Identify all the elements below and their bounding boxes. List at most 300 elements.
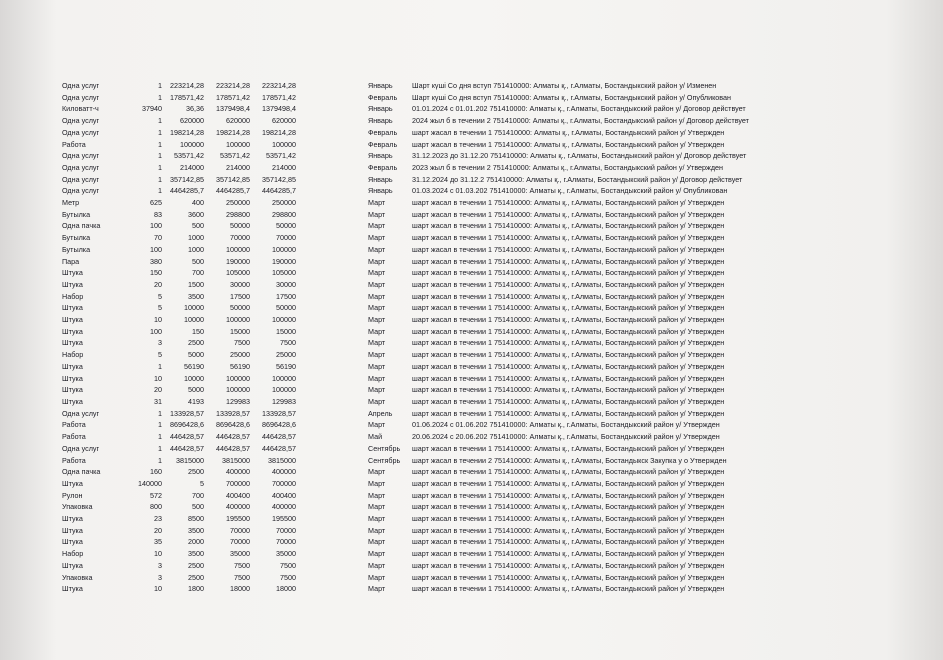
right-table-cell-desc: шарт жасал в течении 1 751410000: Алматы қ., г.Алматы, Бостандыкский район у/ Утвержден bbox=[412, 127, 725, 137]
left-table-cell-unit: Штука bbox=[62, 560, 83, 570]
left-data-table bbox=[62, 80, 296, 595]
right-table-row bbox=[368, 314, 782, 326]
left-table-cell-sum2: 8696428,6 bbox=[262, 420, 296, 430]
left-table-cell-sum1: 17500 bbox=[229, 291, 250, 301]
right-table-cell-month: Март bbox=[368, 572, 386, 582]
left-table-row bbox=[62, 150, 296, 162]
left-table-cell-qty: 5 bbox=[157, 350, 162, 360]
left-table-row bbox=[62, 139, 296, 151]
left-table-cell-price: 2500 bbox=[187, 338, 204, 348]
right-table-cell-desc: шарт жасал в течении 1 751410000: Алматы қ., г.Алматы, Бостандыкский район у/ Утвержден bbox=[412, 244, 725, 254]
right-table-cell-month: Март bbox=[368, 303, 386, 313]
right-table-row bbox=[368, 431, 782, 443]
right-table-row bbox=[368, 115, 782, 127]
left-table-row bbox=[62, 536, 296, 548]
left-table-cell-price: 4193 bbox=[187, 396, 204, 406]
left-table-cell-sum1: 223214,28 bbox=[216, 81, 250, 90]
right-table-row bbox=[368, 490, 782, 502]
left-table-cell-price: 5000 bbox=[187, 385, 204, 395]
left-table-row bbox=[62, 560, 296, 572]
left-table-cell-sum2: 50000 bbox=[275, 221, 296, 231]
left-table-cell-sum2: 100000 bbox=[272, 385, 296, 395]
right-table-cell-month: Март bbox=[368, 525, 386, 535]
left-table-row bbox=[62, 115, 296, 127]
left-table-cell-unit: Штука bbox=[62, 525, 83, 535]
left-table-cell-unit: Упаковка bbox=[62, 572, 93, 582]
right-table-cell-desc: шарт жасал в течении 1 751410000: Алматы қ., г.Алматы, Бостандыкский район у/ Утвержден bbox=[412, 443, 725, 453]
left-table-cell-sum1: 50000 bbox=[229, 221, 250, 231]
left-table-cell-qty: 380 bbox=[149, 256, 162, 266]
left-table-cell-sum1: 4464285,7 bbox=[216, 186, 250, 196]
left-table-cell-sum2: 133928,57 bbox=[262, 408, 296, 418]
left-table-cell-unit: Штука bbox=[62, 361, 83, 371]
left-table-cell-price: 500 bbox=[191, 221, 204, 231]
left-table-cell-sum2: 700000 bbox=[272, 478, 296, 488]
left-table-cell-qty: 1 bbox=[157, 116, 162, 126]
right-table-cell-desc: шарт жасал в течении 1 751410000: Алматы қ., г.Алматы, Бостандыкский район у/ Утвержден bbox=[412, 467, 725, 477]
left-table-cell-sum2: 7500 bbox=[279, 560, 296, 570]
right-table-cell-month: Март bbox=[368, 560, 386, 570]
left-table-cell-unit: Пара bbox=[62, 256, 80, 266]
left-table-row bbox=[62, 244, 296, 256]
left-table-cell-sum1: 446428,57 bbox=[216, 432, 250, 442]
left-table-cell-price: 3500 bbox=[187, 525, 204, 535]
left-table-cell-sum1: 198214,28 bbox=[216, 127, 250, 137]
right-table-row bbox=[368, 232, 782, 244]
left-table-row bbox=[62, 209, 296, 221]
left-table-cell-qty: 10 bbox=[153, 315, 162, 325]
right-table-cell-month: Февраль bbox=[368, 139, 398, 149]
right-table-row bbox=[368, 92, 782, 104]
left-table-row bbox=[62, 279, 296, 291]
left-table-cell-sum2: 3815000 bbox=[268, 455, 296, 465]
left-table-cell-price: 53571,42 bbox=[174, 151, 204, 161]
right-table-cell-desc: 2023 жыл б в течении 2 751410000: Алматы қ., г.Алматы, Бостандыкский район у/ Утвержден bbox=[412, 162, 724, 172]
right-table-cell-desc: шарт жасал в течении 1 751410000: Алматы қ., г.Алматы, Бостандыкский район у/ Утвержден bbox=[412, 572, 725, 582]
left-table-cell-unit: Штука bbox=[62, 396, 83, 406]
right-table-row bbox=[368, 501, 782, 513]
left-table-cell-sum2: 214000 bbox=[272, 162, 296, 172]
right-table-row bbox=[368, 536, 782, 548]
right-table-cell-desc: шарт жасал в течении 1 751410000: Алматы қ., г.Алматы, Бостандыкский район у/ Утвержден bbox=[412, 537, 725, 547]
left-table-cell-qty: 100 bbox=[149, 326, 162, 336]
left-table-cell-unit: Работа bbox=[62, 455, 86, 465]
left-table-cell-qty: 5 bbox=[157, 303, 162, 313]
left-table-row bbox=[62, 384, 296, 396]
right-table-row bbox=[368, 291, 782, 303]
left-table-row bbox=[62, 373, 296, 385]
right-table-cell-month: Январь bbox=[368, 186, 393, 196]
right-table-cell-desc: шарт жасал в течении 1 751410000: Алматы қ., г.Алматы, Бостандыкский район у/ Утвержден bbox=[412, 209, 725, 219]
left-table-cell-price: 400 bbox=[191, 198, 204, 208]
left-table-cell-sum1: 214000 bbox=[226, 162, 250, 172]
right-table-row bbox=[368, 349, 782, 361]
right-table-cell-month: Март bbox=[368, 350, 386, 360]
left-table-cell-unit: Штука bbox=[62, 338, 83, 348]
left-table-cell-unit: Одна услуг bbox=[62, 408, 100, 418]
left-table-cell-sum2: 250000 bbox=[272, 198, 296, 208]
left-table-row bbox=[62, 548, 296, 560]
left-table-cell-sum1: 195500 bbox=[226, 514, 250, 524]
left-table-cell-unit: Работа bbox=[62, 139, 86, 149]
right-table-row bbox=[368, 466, 782, 478]
left-table-cell-sum1: 250000 bbox=[226, 198, 250, 208]
right-table-row bbox=[368, 455, 782, 467]
left-table-cell-unit: Штука bbox=[62, 279, 83, 289]
left-table-row bbox=[62, 185, 296, 197]
right-table-row bbox=[368, 220, 782, 232]
left-table-cell-sum2: 105000 bbox=[272, 268, 296, 278]
left-table-cell-sum2: 223214,28 bbox=[262, 81, 296, 90]
right-table-row bbox=[368, 443, 782, 455]
right-data-table bbox=[368, 80, 782, 595]
left-table-cell-price: 2500 bbox=[187, 560, 204, 570]
left-table-row bbox=[62, 326, 296, 338]
left-table-row bbox=[62, 162, 296, 174]
left-table-cell-price: 357142,85 bbox=[170, 174, 204, 184]
left-table-cell-qty: 3 bbox=[157, 560, 162, 570]
left-table-cell-sum1: 400000 bbox=[226, 502, 250, 512]
left-table-cell-sum1: 100000 bbox=[226, 244, 250, 254]
right-table-cell-desc: шарт жасал в течении 1 751410000: Алматы қ., г.Алматы, Бостандыкский район у/ Утвержден bbox=[412, 525, 725, 535]
left-table-cell-sum1: 100000 bbox=[226, 315, 250, 325]
left-table-cell-qty: 35 bbox=[153, 537, 162, 547]
right-table-cell-desc: шарт жасал в течении 1 751410000: Алматы қ., г.Алматы, Бостандыкский район у/ Утвержден bbox=[412, 514, 725, 524]
left-table-row bbox=[62, 443, 296, 455]
left-table-cell-qty: 100 bbox=[149, 221, 162, 231]
right-table-cell-desc: Шарт күші Со дня вступ 751410000: Алматы қ., г.Алматы, Бостандыкский район у/ Изменен bbox=[412, 81, 717, 90]
left-table-cell-sum1: 53571,42 bbox=[220, 151, 250, 161]
left-table-cell-unit: Штука bbox=[62, 373, 83, 383]
left-table-cell-price: 223214,28 bbox=[170, 81, 204, 90]
left-table-cell-price: 36,36 bbox=[185, 104, 204, 114]
left-table-cell-price: 1000 bbox=[187, 244, 204, 254]
left-table-cell-sum1: 25000 bbox=[229, 350, 250, 360]
left-table-cell-unit: Штука bbox=[62, 326, 83, 336]
left-table-cell-unit: Штука bbox=[62, 315, 83, 325]
left-table-cell-sum2: 198214,28 bbox=[262, 127, 296, 137]
right-table-row bbox=[368, 513, 782, 525]
right-table-cell-desc: шарт жасал в течении 1 751410000: Алматы қ., г.Алматы, Бостандыкский район у/ Утвержден bbox=[412, 233, 725, 243]
left-table-cell-price: 133928,57 bbox=[170, 408, 204, 418]
left-table-cell-sum1: 129983 bbox=[226, 396, 250, 406]
right-table-cell-desc: шарт жасал в течении 1 751410000: Алматы қ., г.Алматы, Бостандыкский район у/ Утвержден bbox=[412, 256, 725, 266]
right-table-cell-desc: шарт жасал в течении 1 751410000: Алматы қ., г.Алматы, Бостандыкский район у/ Утвержден bbox=[412, 315, 725, 325]
right-table-row bbox=[368, 267, 782, 279]
left-table-cell-sum1: 70000 bbox=[229, 525, 250, 535]
left-table-row bbox=[62, 525, 296, 537]
right-table-row bbox=[368, 419, 782, 431]
left-table-cell-price: 700 bbox=[191, 268, 204, 278]
left-table-cell-unit: Метр bbox=[62, 198, 80, 208]
right-table-cell-desc: шарт жасал в течении 1 751410000: Алматы қ., г.Алматы, Бостандыкский район у/ Утвержден bbox=[412, 478, 725, 488]
right-table-cell-month: Март bbox=[368, 338, 386, 348]
right-table-cell-month: Март bbox=[368, 244, 386, 254]
right-table-cell-desc: 31.12.2023 до 31.12.20 751410000: Алматы қ., г.Алматы, Бостандыкский район у/ Договор действует bbox=[412, 151, 747, 161]
left-table-cell-qty: 1 bbox=[157, 127, 162, 137]
right-table-row bbox=[368, 103, 782, 115]
right-table-cell-desc: 31.12.2024 до 31.12.2 751410000: Алматы қ., г.Алматы, Бостандыкский район у/ Договор действует bbox=[412, 174, 743, 184]
left-table-cell-sum2: 30000 bbox=[275, 279, 296, 289]
left-table-cell-unit: Одна услуг bbox=[62, 92, 100, 102]
left-table-cell-unit: Набор bbox=[62, 350, 84, 360]
left-table-cell-sum1: 70000 bbox=[229, 233, 250, 243]
left-table-cell-qty: 20 bbox=[153, 279, 162, 289]
left-table-cell-qty: 800 bbox=[149, 502, 162, 512]
right-table-cell-month: Март bbox=[368, 291, 386, 301]
right-table-cell-month: Март bbox=[368, 396, 386, 406]
right-table-row bbox=[368, 548, 782, 560]
right-table-row bbox=[368, 139, 782, 151]
left-table-cell-sum2: 25000 bbox=[275, 350, 296, 360]
left-table-cell-price: 3815000 bbox=[176, 455, 204, 465]
left-table-cell-unit: Штука bbox=[62, 385, 83, 395]
right-table-cell-desc: 2024 жыл б в течении 2 751410000: Алматы қ., г.Алматы, Бостандыкский район у/ Договор действует bbox=[412, 116, 749, 126]
left-table-cell-qty: 1 bbox=[157, 408, 162, 418]
right-table-cell-month: Март bbox=[368, 268, 386, 278]
left-table-cell-unit: Одна услуг bbox=[62, 443, 100, 453]
left-table-row bbox=[62, 220, 296, 232]
left-table-cell-sum2: 195500 bbox=[272, 514, 296, 524]
right-table-cell-month: Март bbox=[368, 279, 386, 289]
left-table-cell-price: 5000 bbox=[187, 350, 204, 360]
right-table-cell-desc: шарт жасал в течении 1 751410000: Алматы қ., г.Алматы, Бостандыкский район у/ Утвержден bbox=[412, 396, 725, 406]
left-table-cell-sum1: 3815000 bbox=[222, 455, 250, 465]
left-table-cell-qty: 1 bbox=[157, 162, 162, 172]
right-table-row bbox=[368, 197, 782, 209]
left-table-cell-price: 3500 bbox=[187, 549, 204, 559]
right-table-cell-desc: шарт жасал в течении 1 751410000: Алматы қ., г.Алматы, Бостандыкский район у/ Утвержден bbox=[412, 268, 725, 278]
left-table-cell-price: 10000 bbox=[183, 373, 204, 383]
left-table-cell-qty: 70 bbox=[153, 233, 162, 243]
right-table-cell-month: Март bbox=[368, 478, 386, 488]
left-table-cell-qty: 1 bbox=[157, 455, 162, 465]
left-table-cell-sum1: 133928,57 bbox=[216, 408, 250, 418]
left-table-cell-sum2: 178571,42 bbox=[262, 92, 296, 102]
left-table-cell-qty: 10 bbox=[153, 373, 162, 383]
left-table-cell-sum2: 17500 bbox=[275, 291, 296, 301]
left-table-cell-qty: 1 bbox=[157, 420, 162, 430]
right-table-cell-month: Февраль bbox=[368, 92, 398, 102]
left-table-row bbox=[62, 408, 296, 420]
right-table-row bbox=[368, 279, 782, 291]
left-table-cell-sum1: 620000 bbox=[226, 116, 250, 126]
left-table-cell-price: 178571,42 bbox=[170, 92, 204, 102]
left-table-row bbox=[62, 396, 296, 408]
left-table-row bbox=[62, 302, 296, 314]
left-table-cell-qty: 1 bbox=[157, 174, 162, 184]
left-table-cell-qty: 1 bbox=[157, 432, 162, 442]
left-table-cell-qty: 1 bbox=[157, 81, 162, 90]
left-table-cell-unit: Одна услуг bbox=[62, 151, 100, 161]
left-table-row bbox=[62, 501, 296, 513]
right-table-cell-desc: 20.06.2024 с 20.06.202 751410000: Алматы қ., г.Алматы, Бостандыкский район у/ Утвержден bbox=[412, 432, 720, 442]
left-table-cell-price: 8696428,6 bbox=[170, 420, 204, 430]
right-table-cell-desc: шарт жасал в течении 1 751410000: Алматы қ., г.Алматы, Бостандыкский район у/ Утвержден bbox=[412, 221, 725, 231]
left-table-cell-sum1: 1379498,4 bbox=[216, 104, 250, 114]
left-table-cell-qty: 1 bbox=[157, 186, 162, 196]
left-table-cell-sum2: 100000 bbox=[272, 315, 296, 325]
left-table-cell-sum2: 400000 bbox=[272, 467, 296, 477]
left-table-cell-price: 4464285,7 bbox=[170, 186, 204, 196]
left-table-row bbox=[62, 291, 296, 303]
left-table-cell-sum2: 70000 bbox=[275, 525, 296, 535]
left-table-cell-qty: 1 bbox=[157, 361, 162, 371]
left-table-row bbox=[62, 490, 296, 502]
left-table-cell-price: 500 bbox=[191, 502, 204, 512]
right-table-cell-desc: шарт жасал в течении 1 751410000: Алматы қ., г.Алматы, Бостандыкский район у/ Утвержден bbox=[412, 303, 725, 313]
left-table-cell-sum1: 446428,57 bbox=[216, 443, 250, 453]
right-table-row bbox=[368, 337, 782, 349]
right-table-row bbox=[368, 256, 782, 268]
right-table-cell-month: Сентябрь bbox=[368, 455, 401, 465]
left-table-cell-unit: Штука bbox=[62, 584, 83, 594]
left-table-cell-qty: 1 bbox=[157, 151, 162, 161]
left-table-cell-price: 500 bbox=[191, 256, 204, 266]
left-table-cell-sum1: 30000 bbox=[229, 279, 250, 289]
left-table-cell-price: 620000 bbox=[180, 116, 204, 126]
left-table-cell-unit: Одна пачка bbox=[62, 221, 101, 231]
left-table-cell-qty: 625 bbox=[149, 198, 162, 208]
left-table-cell-price: 446428,57 bbox=[170, 432, 204, 442]
right-table-row bbox=[368, 326, 782, 338]
right-table-cell-month: Март bbox=[368, 490, 386, 500]
left-table-cell-sum1: 56190 bbox=[229, 361, 250, 371]
left-table-row bbox=[62, 232, 296, 244]
right-table-row bbox=[368, 560, 782, 572]
right-table-cell-month: Январь bbox=[368, 116, 393, 126]
right-table-cell-desc: шарт жасал в течении 1 751410000: Алматы қ., г.Алматы, Бостандыкский район у/ Утвержден bbox=[412, 408, 725, 418]
left-table-cell-sum1: 35000 bbox=[229, 549, 250, 559]
left-table-cell-sum2: 56190 bbox=[275, 361, 296, 371]
left-table-cell-sum1: 357142,85 bbox=[216, 174, 250, 184]
left-table-cell-unit: Штука bbox=[62, 303, 83, 313]
left-table-cell-sum2: 129983 bbox=[272, 396, 296, 406]
left-table-cell-sum1: 190000 bbox=[226, 256, 250, 266]
left-table-cell-sum1: 50000 bbox=[229, 303, 250, 313]
left-table-cell-qty: 100 bbox=[149, 244, 162, 254]
right-table-cell-desc: шарт жасал в течении 1 751410000: Алматы қ., г.Алматы, Бостандыкский район у/ Утвержден bbox=[412, 560, 725, 570]
left-table-cell-unit: Одна услуг bbox=[62, 81, 100, 90]
right-table-cell-month: Январь bbox=[368, 104, 393, 114]
left-table-row bbox=[62, 314, 296, 326]
left-table-cell-price: 1000 bbox=[187, 233, 204, 243]
right-table-cell-month: Март bbox=[368, 326, 386, 336]
left-table-cell-unit: Штука bbox=[62, 514, 83, 524]
left-table-cell-price: 10000 bbox=[183, 303, 204, 313]
right-table-cell-month: Март bbox=[368, 361, 386, 371]
left-table-cell-price: 1500 bbox=[187, 279, 204, 289]
left-table-cell-sum1: 8696428,6 bbox=[216, 420, 250, 430]
right-table-cell-month: Март bbox=[368, 209, 386, 219]
right-table-cell-month: Сентябрь bbox=[368, 443, 401, 453]
right-table-cell-desc: шарт жасал в течении 1 751410000: Алматы қ., г.Алматы, Бостандыкский район у/ Утвержден bbox=[412, 198, 725, 208]
left-table-cell-unit: Одна пачка bbox=[62, 467, 101, 477]
left-table-row bbox=[62, 337, 296, 349]
left-table-cell-sum1: 105000 bbox=[226, 268, 250, 278]
left-table-row bbox=[62, 455, 296, 467]
right-table-cell-month: Март bbox=[368, 420, 386, 430]
right-table-cell-month: Январь bbox=[368, 174, 393, 184]
right-table-cell-month: Январь bbox=[368, 151, 393, 161]
left-table-cell-unit: Бутылка bbox=[62, 209, 91, 219]
right-table-cell-desc: шарт жасал в течении 1 751410000: Алматы қ., г.Алматы, Бостандыкский район у/ Утвержден bbox=[412, 502, 725, 512]
right-table-cell-month: Март bbox=[368, 467, 386, 477]
left-table-row bbox=[62, 583, 296, 595]
left-table-cell-sum1: 100000 bbox=[226, 385, 250, 395]
left-table-cell-unit: Штука bbox=[62, 478, 83, 488]
right-table-cell-desc: 01.03.2024 с 01.03.202 751410000: Алматы қ., г.Алматы, Бостандыкский район у/ Опубликован bbox=[412, 186, 728, 196]
left-table-cell-unit: Работа bbox=[62, 420, 86, 430]
left-table-cell-price: 2500 bbox=[187, 467, 204, 477]
left-table-cell-qty: 572 bbox=[149, 490, 162, 500]
right-table-cell-desc: шарт жасал в течении 1 751410000: Алматы қ., г.Алматы, Бостандыкский район у/ Утвержден bbox=[412, 279, 725, 289]
right-table-cell-month: Март bbox=[368, 385, 386, 395]
left-table-cell-sum1: 100000 bbox=[226, 139, 250, 149]
right-table-cell-month: Март bbox=[368, 549, 386, 559]
left-table-cell-sum2: 15000 bbox=[275, 326, 296, 336]
left-table-cell-sum1: 15000 bbox=[229, 326, 250, 336]
left-table-cell-sum1: 178571,42 bbox=[216, 92, 250, 102]
right-table-cell-month: Март bbox=[368, 315, 386, 325]
right-table-cell-month: Март bbox=[368, 537, 386, 547]
right-table-row bbox=[368, 80, 782, 92]
right-table-row bbox=[368, 384, 782, 396]
left-table-row bbox=[62, 103, 296, 115]
left-table-cell-sum2: 1379498,4 bbox=[262, 104, 296, 114]
left-table-cell-sum1: 100000 bbox=[226, 373, 250, 383]
left-table-cell-sum1: 7500 bbox=[233, 560, 250, 570]
left-table-cell-sum1: 18000 bbox=[229, 584, 250, 594]
left-table-cell-sum1: 700000 bbox=[226, 478, 250, 488]
right-table-row bbox=[368, 583, 782, 595]
left-table-cell-sum2: 4464285,7 bbox=[262, 186, 296, 196]
left-table-cell-sum2: 446428,57 bbox=[262, 432, 296, 442]
left-table-cell-price: 2500 bbox=[187, 572, 204, 582]
left-table-row bbox=[62, 197, 296, 209]
right-table-cell-desc: шарт жасал в течении 1 751410000: Алматы қ., г.Алматы, Бостандыкский район у/ Утвержден bbox=[412, 291, 725, 301]
left-table-cell-sum1: 400400 bbox=[226, 490, 250, 500]
left-table-row bbox=[62, 478, 296, 490]
left-table-cell-unit: Одна услуг bbox=[62, 174, 100, 184]
left-table-cell-price: 150 bbox=[191, 326, 204, 336]
left-table-cell-sum2: 100000 bbox=[272, 244, 296, 254]
right-table-cell-desc: шарт жасал в течении 1 751410000: Алматы қ., г.Алматы, Бостандыкский район у/ Утвержден bbox=[412, 490, 725, 500]
right-table-cell-month: Январь bbox=[368, 81, 393, 90]
left-table-cell-price: 446428,57 bbox=[170, 443, 204, 453]
left-table-cell-price: 10000 bbox=[183, 315, 204, 325]
right-table-cell-desc: шарт жасал в течении 1 751410000: Алматы қ., г.Алматы, Бостандыкский район у/ Утвержден bbox=[412, 338, 725, 348]
right-table-row bbox=[368, 162, 782, 174]
right-table-cell-month: Март bbox=[368, 233, 386, 243]
right-table-row bbox=[368, 408, 782, 420]
left-table-cell-sum2: 70000 bbox=[275, 233, 296, 243]
left-table-cell-price: 8500 bbox=[187, 514, 204, 524]
right-table-cell-desc: шарт жасал в течении 1 751410000: Алматы қ., г.Алматы, Бостандыкский район у/ Утвержден bbox=[412, 373, 725, 383]
left-table-cell-unit: Штука bbox=[62, 537, 83, 547]
left-table-row bbox=[62, 267, 296, 279]
left-table-cell-unit: Одна услуг bbox=[62, 116, 100, 126]
right-table-cell-desc: шарт жасал в течении 1 751410000: Алматы қ., г.Алматы, Бостандыкский район у/ Утвержден bbox=[412, 361, 725, 371]
right-table-row bbox=[368, 396, 782, 408]
right-table-cell-desc: шарт жасал в течении 1 751410000: Алматы қ., г.Алматы, Бостандыкский район у/ Утвержден bbox=[412, 385, 725, 395]
right-table-cell-desc: шарт жасал в течении 1 751410000: Алматы қ., г.Алматы, Бостандыкский район у/ Утвержден bbox=[412, 350, 725, 360]
left-table-cell-qty: 37940 bbox=[141, 104, 162, 114]
left-table-cell-price: 56190 bbox=[183, 361, 204, 371]
left-table-cell-unit: Одна услуг bbox=[62, 162, 100, 172]
left-table-cell-qty: 20 bbox=[153, 385, 162, 395]
left-table-cell-qty: 20 bbox=[153, 525, 162, 535]
